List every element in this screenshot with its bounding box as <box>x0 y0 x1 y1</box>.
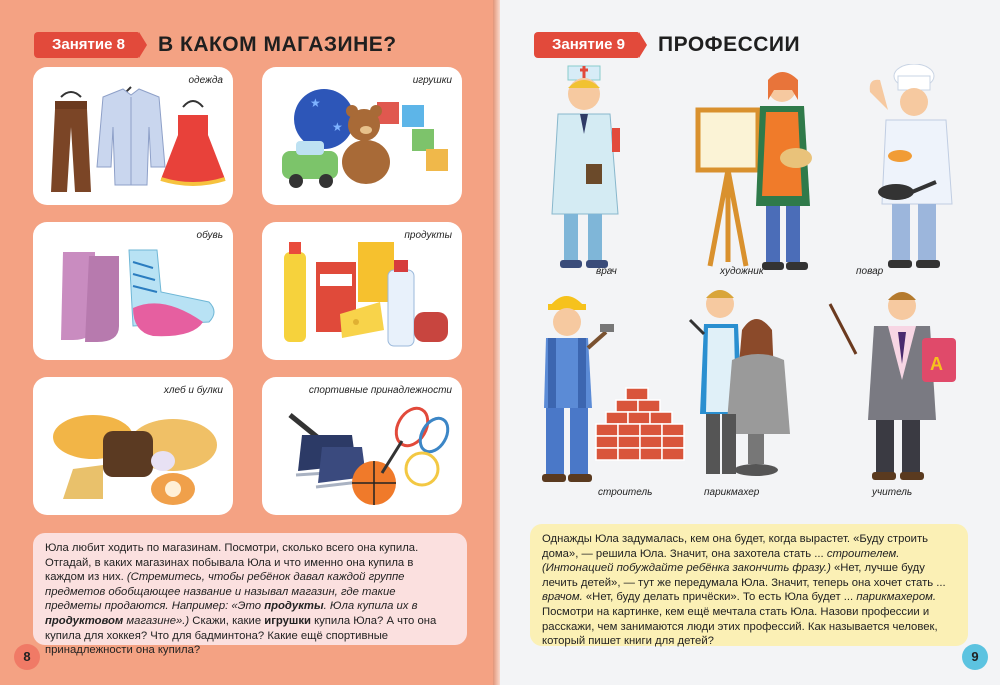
page-title: В КАКОМ МАГАЗИНЕ? <box>158 33 397 56</box>
card-label: хлеб и булки <box>163 385 223 396</box>
instruction-text <box>530 524 968 646</box>
page-number: 8 <box>14 644 40 670</box>
profession-label: парикмахер <box>704 487 760 498</box>
text-note-mid: . Юла купила их в <box>323 600 418 613</box>
text-story-4: Посмотри на картинке, кем ещё мечтала стать Юла. Назови профессии и расскажи, чем занимаются люди этих профессий. Как называется человек, который пишет книги для детей? <box>542 605 938 648</box>
text-note-start: (Стремитесь, чтобы ребёнок давал каждой группе предметов обобщающее название и называл магазин, где такие предметы продаются. Например: «Это <box>45 571 405 613</box>
text-story-3: «Нет, буду делать причёски». То есть Юла будет ... <box>582 591 857 604</box>
card-shoes <box>33 222 233 360</box>
svg-text:★: ★ <box>332 120 343 134</box>
profession-label: художник <box>720 266 764 277</box>
artist-icon <box>690 66 830 276</box>
groceries-icon <box>262 222 462 360</box>
lesson-badge: Занятие 8 <box>34 32 139 58</box>
text-note-end: магазине».) <box>123 614 190 627</box>
text-question-start: Скажи, какие <box>189 614 265 627</box>
card-label: игрушки <box>412 75 452 86</box>
hairdresser-icon <box>680 284 800 484</box>
builder-icon <box>536 288 686 488</box>
text-story-2-italic: врачом. <box>542 591 583 604</box>
text-bold-grocery: продуктовом <box>45 614 124 627</box>
text-story-3-italic: парикмахером. <box>856 591 936 604</box>
card-label: спортивные принадлежности <box>308 385 452 396</box>
card-label: продукты <box>404 230 452 241</box>
page-title: ПРОФЕССИИ <box>658 33 801 56</box>
card-label: обувь <box>196 230 223 241</box>
instruction-text <box>33 533 467 657</box>
card-sports <box>262 377 462 515</box>
text-story-1-italic: строителем. (Интонацией побуждайте ребёнка закончить фразу.) <box>542 547 900 575</box>
shoes-icon <box>33 222 233 360</box>
profession-label: учитель <box>872 487 913 498</box>
cook-icon <box>862 64 972 274</box>
text-story-1: Однажды Юла задумалась, кем она будет, когда вырастет. «Буду строить дома», — решила Юла. Значит, она захотела стать ... <box>542 533 929 560</box>
right-page <box>500 0 1000 685</box>
card-label: одежда <box>188 75 223 86</box>
clothes-icon <box>33 67 233 205</box>
profession-label: строитель <box>598 487 653 498</box>
bread-icon <box>33 377 233 515</box>
lesson-badge: Занятие 9 <box>534 32 639 58</box>
text-intro: Юла любит ходить по магазинам. Посмотри, сколько всего она купила. Отгадай, в каких магазинах побывала Юла и что именно она купила в каждом из них. <box>45 542 419 584</box>
text-question-rest: купила Юла? А что она купила для хоккея? Что для бадминтона? Какие ещё спортивные принадлежности она купила? <box>45 614 437 657</box>
text-bold-products: продукты <box>264 600 324 613</box>
card-toys <box>262 67 462 205</box>
svg-text:★: ★ <box>310 96 321 110</box>
text-bold-toys: игрушки <box>264 614 311 627</box>
sports-icon <box>262 377 462 515</box>
profession-label: врач <box>596 266 617 277</box>
svg-text:A: A <box>930 354 943 374</box>
doctor-icon <box>540 64 640 274</box>
card-clothes <box>33 67 233 205</box>
toys-icon <box>262 67 462 205</box>
card-bread <box>33 377 233 515</box>
text-story-2: «Нет, лучше буду лечить детей», — тут же передумала Юла. Значит, теперь она хочет стать ... <box>542 562 946 589</box>
profession-label: повар <box>856 266 884 277</box>
page-number: 9 <box>962 644 988 670</box>
teacher-icon <box>826 284 966 484</box>
card-groceries <box>262 222 462 360</box>
